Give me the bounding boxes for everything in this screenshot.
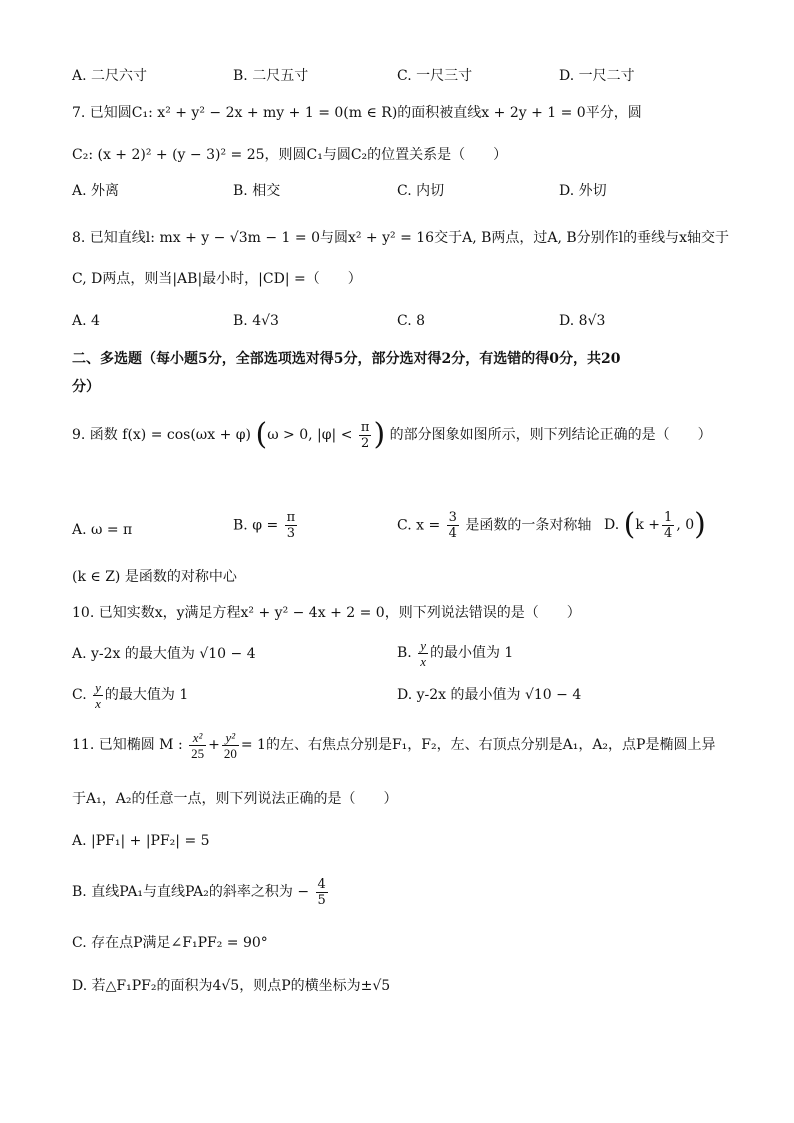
q10-option-b-pre: B. [397,645,412,661]
q9-option-a: A. ω = π [72,522,133,538]
q11-option-c: C. 存在点P满足∠F₁PF₂ = 90° [72,935,268,951]
q10-option-c [72,678,188,712]
paren-close: ) [694,507,706,542]
q11-option-b-pre: B. 直线PA₁与直线PA₂的斜率之积为 − [72,884,310,900]
q9-option-c-pre: C. x = [397,517,441,534]
q9-stem-start: 9. 函数 f(x) = cos(ωx + φ) [72,427,252,443]
frac-num: 1 [664,509,673,525]
q9-option-d-frac [662,510,674,541]
q11-option-b-frac [316,877,328,908]
q7-stem-line2: C₂: (x + 2)² + (y − 3)² = 25，则圆C₁与圆C₂的位置关系是（ ） [72,147,508,163]
q9-option-b [233,510,299,541]
frac-den: 5 [317,892,326,908]
paren-open: ( [255,417,268,452]
frac-den: 20 [223,745,237,761]
q10-stem: 10. 已知实数x，y满足方程x² + y² − 4x + 2 = 0，则下列说法错误的是（ ） [72,605,581,621]
frac-num: y [95,679,101,695]
q7-stem-line1: 7. 已知圆C₁: x² + y² − 2x + my + 1 = 0(m ∈ R)的面积被直线x + 2y + 1 = 0平分，圆 [72,105,642,121]
q10-option-c-pre: C. [72,687,87,703]
frac-den: 4 [664,525,673,541]
frac-den: 2 [361,435,370,451]
q6-option-d: D. 一尺二寸 [559,68,635,84]
q8-option-a: A. 4 [72,313,100,329]
q9-option-d [604,508,706,542]
q7-option-d: D. 外切 [559,183,607,199]
frac-num: 3 [448,510,457,525]
q9-pi-over-2 [359,420,372,451]
frac-num: x² [189,730,206,746]
q11-stem-line2: 于A₁，A₂的任意一点，则下列说法正确的是（ ） [72,791,398,807]
q10-option-d: D. y-2x 的最小值为 √10 − 4 [397,687,582,703]
q11-stem-pre: 11. 已知椭圆 M : [72,737,183,753]
y-over-x [93,680,103,711]
frac-den: 25 [191,745,205,761]
q6-option-a: A. 二尺六寸 [72,68,148,84]
q11-option-b [72,875,330,909]
q9-option-b-pre: B. φ = [233,517,279,534]
q9-option-d-pre: D. [604,517,620,533]
frac-num: π [360,419,370,435]
y2-over-20 [222,730,239,761]
frac-den: 3 [286,526,296,541]
frac-num: y [420,637,426,653]
y-over-x [418,638,428,669]
q9-option-c-frac [447,510,459,541]
frac-den: x [95,695,101,711]
q9-option-c-post: 是函数的一条对称轴 [465,517,592,534]
q7-option-c: C. 内切 [397,183,445,199]
q9-option-b-frac [285,510,298,541]
q8-stem-line1: 8. 已知直线l: mx + y − √3m − 1 = 0与圆x² + y² = 16交于A, B两点，过A, B分别作l的垂线与x轴交于 [72,230,730,246]
paren-open: ( [623,507,636,542]
q10-option-a: A. y-2x 的最大值为 √10 − 4 [72,646,256,662]
q9-stem-end: 的部分图象如图所示，则下列结论正确的是（ ） [389,427,712,443]
frac-den: 4 [448,526,457,541]
q6-option-c: C. 一尺三寸 [397,68,473,84]
q9-condition: ω > 0, |φ| < [267,427,353,443]
frac-num: π [286,510,296,525]
q11-option-a: A. |PF₁| + |PF₂| = 5 [72,833,210,849]
q9-option-d-k: k + [635,517,661,533]
section-heading-line2: 分） [72,379,100,395]
q8-stem-line2: C, D两点，则当|AB|最小时，|CD| =（ ） [72,271,362,287]
frac-num: y² [222,730,239,746]
frac-den: x [420,653,426,669]
q11-stem-line1: 11. 已知椭圆 M : $\frac{\text{x²}}{25}$ + $\frac{\text{y²}}{20}$ = 1的左、右焦点分别是F₁，F₂，左、右顶点分别是A₁，A₂，点P是椭圆上异 [72,729,716,761]
q9-option-d-continued: (k ∈ Z) 是函数的对称中心 [72,569,237,585]
q9-option-c [397,510,591,541]
q8-option-b: B. 4√3 [233,313,279,329]
x2-over-25 [189,730,206,761]
frac-num: 4 [317,876,326,892]
q10-option-b [397,636,513,670]
q10-option-b-post: 的最小值为 1 [429,645,514,661]
q9-stem [72,418,712,452]
q8-option-d: D. 8√3 [559,313,606,329]
section-heading-line1: 二、多选题（每小题5分，全部选项选对得5分，部分选对得2分，有选错的得0分，共20 [72,351,621,367]
paren-close: ) [373,417,386,452]
q7-option-b: B. 相交 [233,183,281,199]
q9-option-d-post: , 0 [676,517,695,533]
q7-option-a: A. 外离 [72,183,120,199]
q6-option-b: B. 二尺五寸 [233,68,309,84]
q10-option-c-post: 的最大值为 1 [104,687,189,703]
q11-stem-post: = 1的左、右焦点分别是F₁，F₂，左、右顶点分别是A₁，A₂，点P是椭圆上异 [240,737,716,753]
q11-option-d: D. 若△F₁PF₂的面积为4√5，则点P的横坐标为±√5 [72,978,391,994]
q8-option-c: C. 8 [397,313,426,329]
